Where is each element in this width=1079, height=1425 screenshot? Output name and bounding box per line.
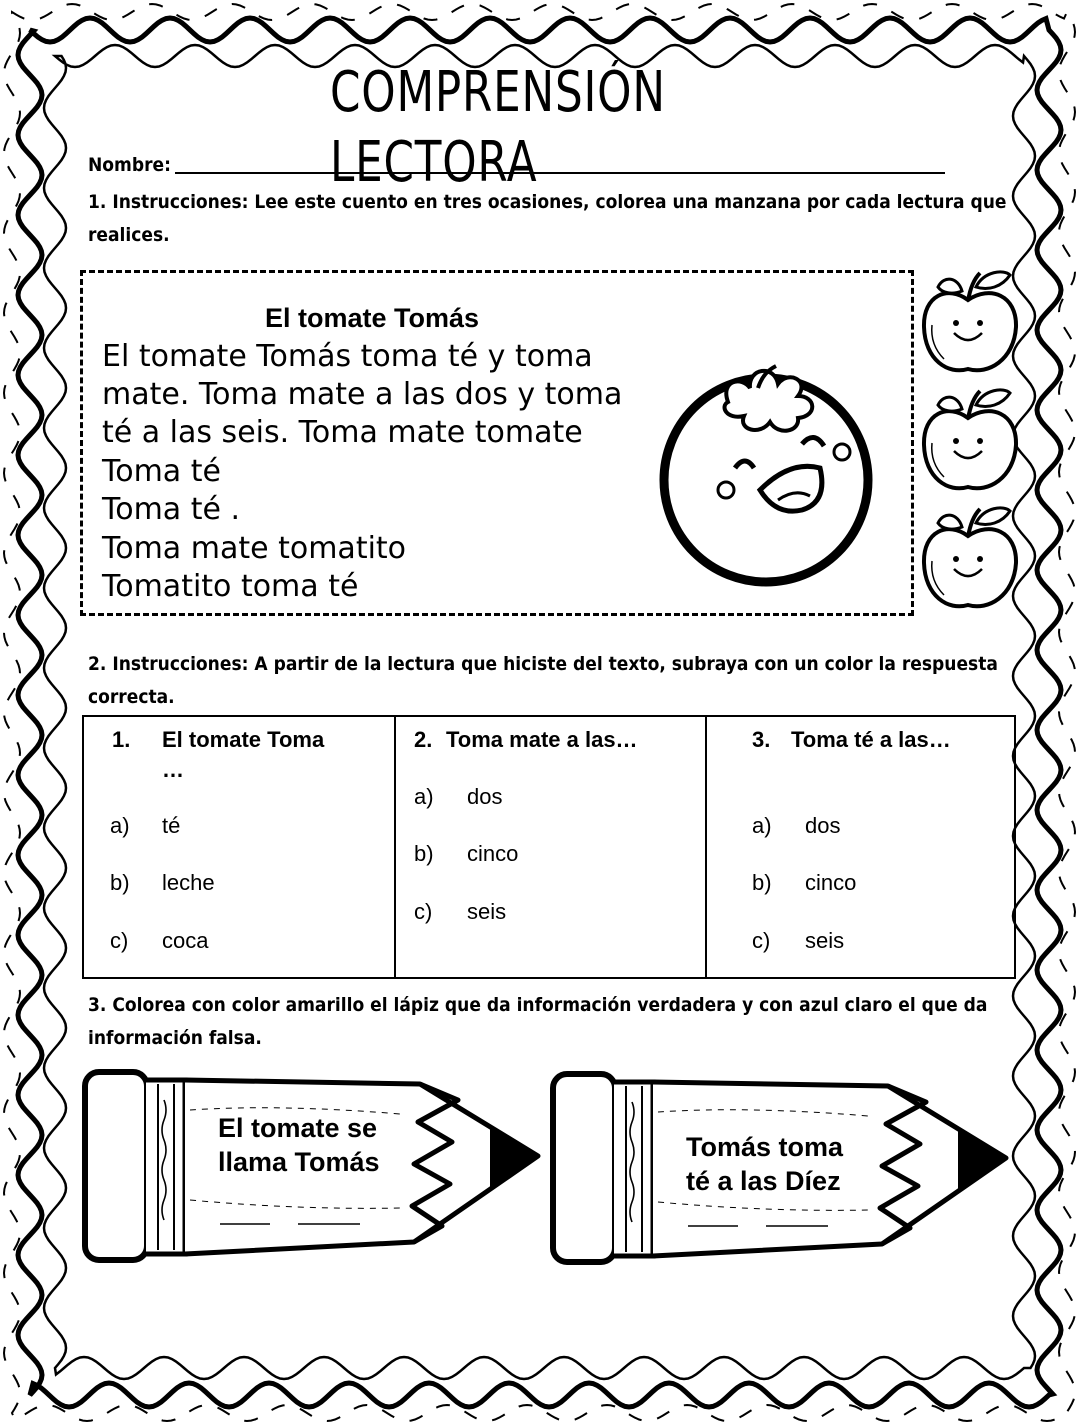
option-letter: a) <box>752 813 772 838</box>
story-line: El tomate Tomás toma té y toma <box>102 339 593 374</box>
name-input-line[interactable] <box>175 172 945 174</box>
question-text: El tomate Toma <box>162 727 325 752</box>
option-letter: c) <box>414 899 433 924</box>
answer-option[interactable]: leche <box>162 870 215 895</box>
story-line: té a las seis. Toma mate tomate <box>102 415 583 450</box>
option-letter: b) <box>752 870 772 895</box>
instruction-3: 3. Colorea con color amarillo el lápiz que da información verdadera y con azul claro el que da información falsa. <box>88 994 988 1049</box>
question-text: Toma té a las… <box>791 727 951 752</box>
story-line: Tomatito toma té <box>102 569 359 604</box>
pencil-text-line: Tomás toma <box>686 1132 844 1162</box>
apple-icon[interactable] <box>924 272 1016 370</box>
option-letter: a) <box>414 784 434 809</box>
option-letter: b) <box>414 841 434 866</box>
instruction-2: 2. Instrucciones: A partir de la lectura que hiciste del texto, subraya con un color la respuesta correcta. <box>88 653 998 708</box>
option-letter: c) <box>752 928 771 953</box>
answer-option[interactable]: dos <box>805 813 841 838</box>
story-title: El tomate Tomás <box>265 303 480 333</box>
answer-option[interactable]: té <box>162 813 181 838</box>
option-letter: a) <box>110 813 130 838</box>
answer-option[interactable]: dos <box>467 784 503 809</box>
story-line: Toma mate tomatito <box>102 531 407 566</box>
option-letter: c) <box>110 928 129 953</box>
page-title: COMPRENSIÓN LECTORA <box>330 60 666 195</box>
story-line: Toma té <box>102 454 221 489</box>
answer-option[interactable]: cinco <box>805 870 857 895</box>
question-number: 1. <box>112 727 131 752</box>
story-line: mate. Toma mate a las dos y toma <box>102 377 623 412</box>
answer-option[interactable]: seis <box>805 928 845 953</box>
instruction-1: 1. Instrucciones: Lee este cuento en tres ocasiones, colorea una manzana por cada lectura que realices. <box>88 191 1007 246</box>
tomato-face-icon <box>650 340 890 590</box>
question-number: 2. <box>414 727 433 752</box>
question-number: 3. <box>752 727 771 752</box>
option-letter: b) <box>110 870 130 895</box>
story-line: Toma té . <box>102 492 241 527</box>
question-text: … <box>162 757 184 782</box>
apple-icon[interactable] <box>924 390 1016 488</box>
table-divider <box>705 717 707 977</box>
answer-option[interactable]: coca <box>162 928 209 953</box>
pencil-text-line: El tomate se <box>218 1113 378 1143</box>
answer-option[interactable]: seis <box>467 899 507 924</box>
answer-option[interactable]: cinco <box>467 841 519 866</box>
table-divider <box>394 717 396 977</box>
questions-table <box>82 715 1016 979</box>
pencil-text-line: té a las Díez <box>686 1166 841 1196</box>
question-text: Toma mate a las… <box>446 727 638 752</box>
apple-icons <box>918 265 1028 625</box>
name-label: Nombre: <box>88 154 171 176</box>
apple-icon[interactable] <box>924 508 1016 606</box>
pencil-text-line: llama Tomás <box>218 1147 380 1177</box>
